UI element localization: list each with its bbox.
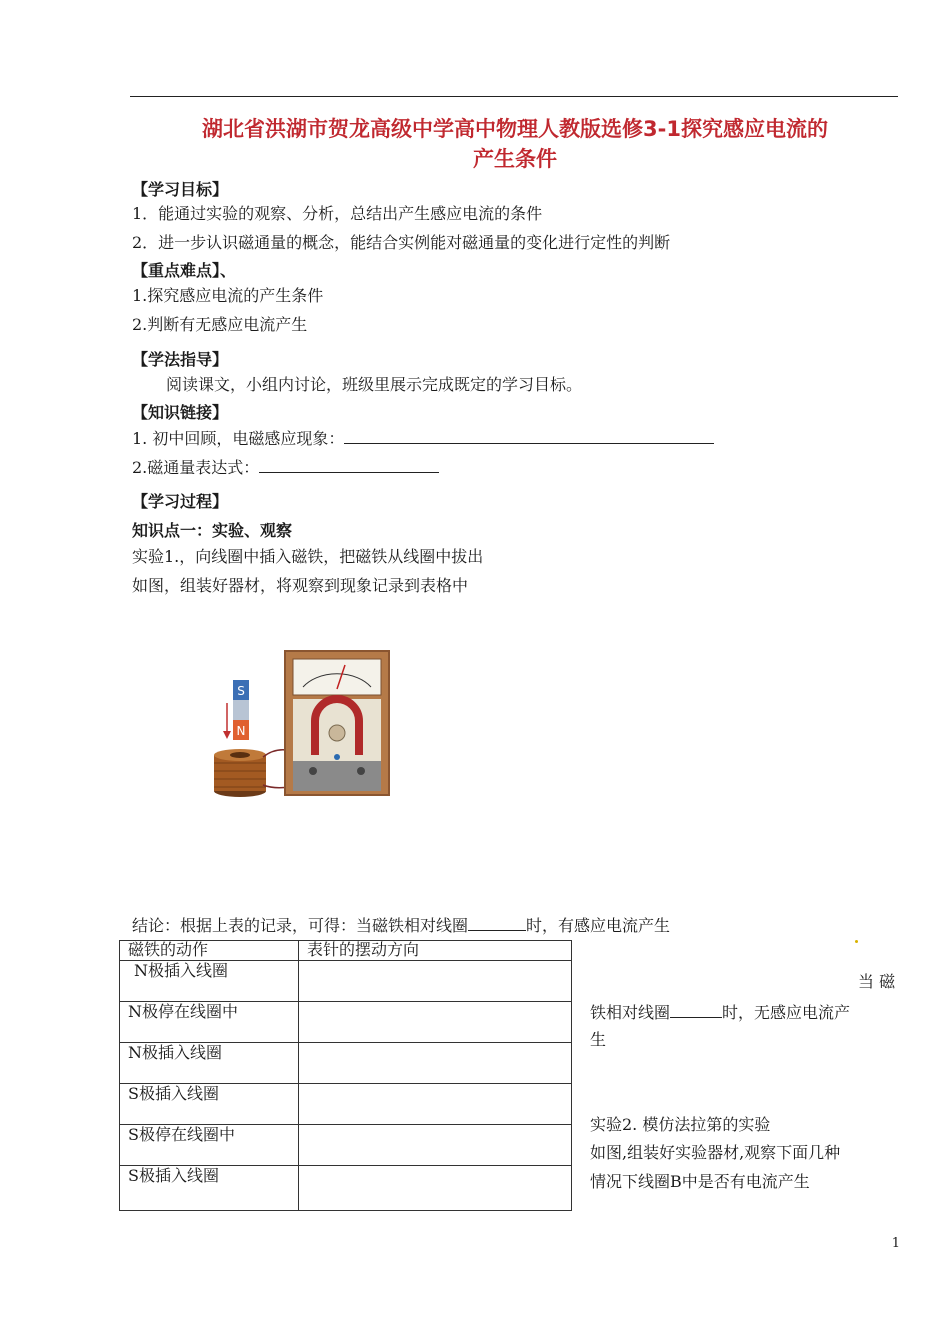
conclusion-text-e: 时，无感应电流产 [722,1003,851,1022]
table-cell-action: S极插入线圈 [120,1166,299,1211]
link-item-1 [132,427,714,450]
experiment-1-desc: 如图，组装好器材，将观察到现象记录到表格中 [132,576,469,595]
process-heading: 【学习过程】 [132,492,229,511]
goal-item-2: 2．进一步认识磁通量的概念，能结合实例能对磁通量的变化进行定性的判断 [132,233,671,252]
key-item-2: 2.判断有无感应电流产生 [132,315,308,334]
link-item-2 [132,456,439,479]
conclusion-text-c: 当 磁 [858,972,896,991]
table-row [120,1084,572,1125]
key-item-1: 1.探究感应电流的产生条件 [132,286,324,305]
decor-dot [855,940,858,943]
table-row [120,1166,572,1211]
top-rule [130,96,898,97]
conclusion-blank-1[interactable] [468,914,526,931]
page-number: 1 [891,1236,900,1251]
conclusion-text-d: 铁相对线圈 [590,1003,671,1022]
method-heading: 【学法指导】 [132,350,229,369]
magnet-s-label: S [237,684,245,698]
table-row [120,961,572,1002]
down-arrow-icon [223,703,231,739]
answer-blank-1[interactable] [344,427,714,444]
coil [214,749,266,797]
goals-heading: 【学习目标】 [132,180,229,199]
experiment-2-line-2: 情况下线圈B中是否有电流产生 [590,1172,810,1191]
title-line-2: 产生条件 [473,147,557,171]
table-header-row [120,941,572,961]
answer-blank-2[interactable] [259,456,439,473]
experiment-2-title: 实验2. 模仿法拉第的实验 [590,1115,771,1134]
goal-item-1: 1．能通过实验的观察、分析，总结出产生感应电流的条件 [132,204,543,223]
table-cell-direction[interactable] [299,1002,572,1043]
table-row [120,1125,572,1166]
title-line-1: 湖北省洪湖市贺龙高级中学高中物理人教版选修3-1探究感应电流的 [202,117,828,141]
table-row [120,1002,572,1043]
table-header-action: 磁铁的动作 [120,941,299,961]
method-text: 阅读课文，小组内讨论，班级里展示完成既定的学习目标。 [166,375,583,394]
experiment-1-title: 实验1.，向线圈中插入磁铁，把磁铁从线圈中拔出 [132,547,484,566]
galvanometer [285,651,389,795]
table-cell-direction[interactable] [299,1166,572,1211]
experiment-2-line-1: 如图,组装好实验器材,观察下面几种 [590,1143,841,1162]
magnet-n-label: N [236,724,246,738]
links-heading: 【知识链接】 [132,403,229,422]
table-cell-direction[interactable] [299,961,572,1002]
conclusion-blank-2[interactable] [670,1001,722,1018]
table-cell-direction[interactable] [299,1125,572,1166]
table-cell-action: S极停在线圈中 [120,1125,299,1166]
link-item-1-text: 1. 初中回顾，电磁感应现象： [132,429,345,448]
conclusion-text-a: 结论：根据上表的记录，可得：当磁铁相对线圈 [132,916,469,935]
table-cell-direction[interactable] [299,1084,572,1125]
link-item-2-text: 2.磁通量表达式： [132,458,260,477]
table-cell-action: N极插入线圈 [120,1043,299,1084]
table-cell-action: N极插入线圈 [120,961,299,1002]
observation-table [119,940,572,1211]
conclusion-text-f: 生 [590,1030,607,1049]
document-title [120,114,910,174]
table-cell-action: S极插入线圈 [120,1084,299,1125]
knowledge-point-1: 知识点一：实验、观察 [132,521,293,540]
conclusion-text-b: 时，有感应电流产生 [526,916,671,935]
table-cell-action: N极停在线圈中 [120,1002,299,1043]
table-row [120,1043,572,1084]
experiment-figure [205,645,400,805]
table-header-direction: 表针的摆动方向 [299,941,572,961]
conclusion-line-1 [132,914,670,937]
table-cell-direction[interactable] [299,1043,572,1084]
key-heading: 【重点难点】、 [132,261,237,280]
conclusion-line-2 [590,1001,850,1024]
